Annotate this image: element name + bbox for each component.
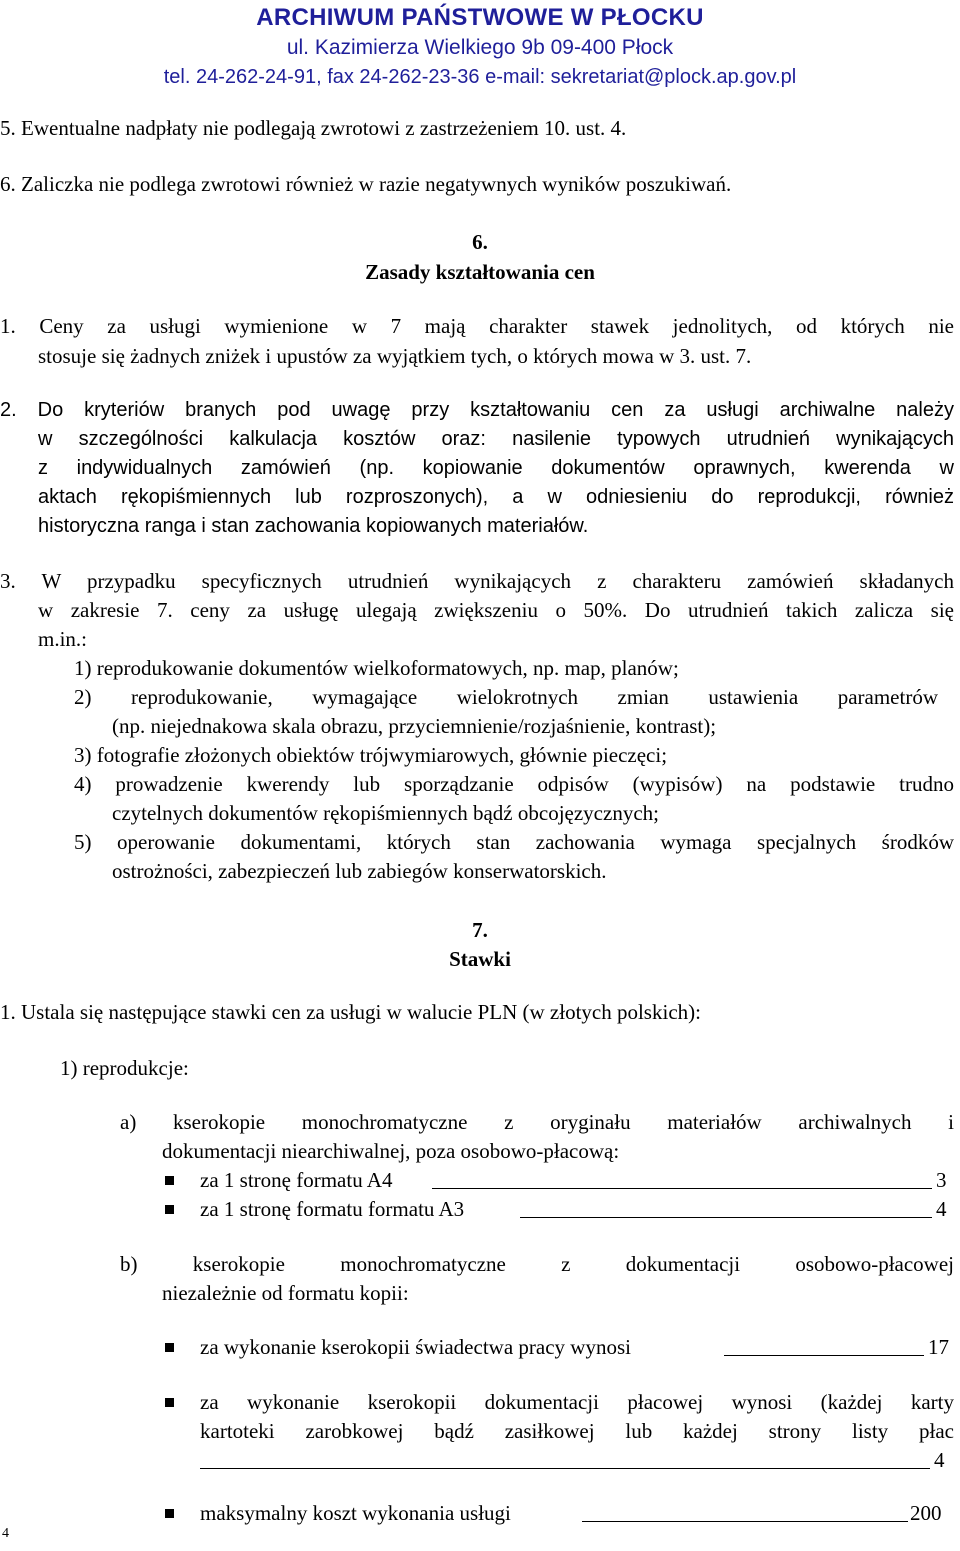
s7-b-bullet2-line1: za wykonanie kserokopii dokumentacji płacowej wynosi (każdej karty [200,1390,954,1414]
s6-item3-line3: m.in.: [38,627,88,651]
s6-item3-sub4-line2: czytelnych dokumentów rękopiśmiennych bądź obcojęzycznych; [112,801,659,825]
paragraph-6: 6. Zaliczka nie podlega zwrotowi również w razie negatywnych wyników poszukiwań. [0,172,732,196]
s7-b-bullet1-label: za wykonanie kserokopii świadectwa pracy wynosi [200,1335,631,1359]
s7-sub1-reprodukcje: 1) reprodukcje: [60,1056,189,1080]
s6-item3-sub1: 1) reprodukowanie dokumentów wielkoformatowych, np. map, planów; [74,656,679,680]
square-bullet-icon [165,1398,174,1407]
fill-line [200,1448,930,1469]
square-bullet-icon [165,1509,174,1518]
s7-b-bullet3-value: 200 [910,1501,942,1525]
section-7-title: Stawki [449,947,511,971]
s7-a-bullet2-value: 4 [936,1197,947,1221]
s7-b-line2: niezależnie od formatu kopii: [162,1281,409,1305]
institution-address: ul. Kazimierza Wielkiego 9b 09-400 Płock [286,36,674,59]
s7-a-bullet1-label: za 1 stronę formatu A4 [200,1168,393,1192]
s7-a-line1: a) kserokopie monochromatyczne z oryginału materiałów archiwalnych i [120,1110,954,1134]
paragraph-5: 5. Ewentualne nadpłaty nie podlegają zwrotowi z zastrzeżeniem 10. ust. 4. [0,116,627,140]
institution-contact: tel. 24-262-24-91, fax 24-262-23-36 e-mail: sekretariat@plock.ap.gov.pl [163,66,797,88]
square-bullet-icon [165,1176,174,1185]
fill-line [520,1197,932,1218]
section-6-number: 6. [472,230,488,254]
section-6-title: Zasady kształtowania cen [365,260,595,284]
s7-item1: 1. Ustala się następujące stawki cen za usługi w walucie PLN (w złotych polskich): [0,1000,701,1024]
s6-item2-line3: z indywidualnych zamówień (np. kopiowanie dokumentów oprawnych, kwerenda w [38,457,954,479]
s7-b-bullet3-label: maksymalny koszt wykonania usługi [200,1501,511,1525]
s6-item2-line5: historyczna ranga i stan zachowania kopiowanych materiałów. [38,515,589,537]
s6-item2-line1: 2. Do kryteriów branych pod uwagę przy kształtowaniu cen za usługi archiwalne należy [0,399,954,421]
s6-item1-line1: 1. Ceny za usługi wymienione w 7 mają charakter stawek jednolitych, od których nie [0,314,954,338]
fill-line [582,1501,908,1522]
s6-item1-line2: stosuje się żadnych zniżek i upustów za wyjątkiem tych, o których mowa w 3. ust. 7. [38,344,752,368]
section-7-number: 7. [472,918,488,942]
fill-line [724,1335,924,1356]
s7-b-bullet1-value: 17 [928,1335,949,1359]
s6-item3-sub2-line1: 2) reprodukowanie, wymagające wielokrotnych zmian ustawienia parametrów [74,685,938,709]
s7-b-bullet2-value: 4 [934,1448,945,1472]
s6-item3-sub5-line1: 5) operowanie dokumentami, których stan zachowania wymaga specjalnych środków [74,830,954,854]
page-number: 4 [2,1526,9,1541]
square-bullet-icon [165,1205,174,1214]
s6-item3-sub4-line1: 4) prowadzenie kwerendy lub sporządzanie odpisów (wypisów) na podstawie trudno [74,772,954,796]
s7-a-bullet1-value: 3 [936,1168,947,1192]
s6-item2-line4: aktach rękopiśmiennych lub rozproszonych), a w odniesieniu do reprodukcji, również [38,486,954,508]
institution-name: ARCHIWUM PAŃSTWOWE W PŁOCKU [256,4,704,31]
s7-b-line1: b) kserokopie monochromatyczne z dokumentacji osobowo-płacowej [120,1252,954,1276]
s7-a-bullet2-label: za 1 stronę formatu formatu A3 [200,1197,465,1221]
s6-item3-line2: w zakresie 7. ceny za usługę ulegają zwiększeniu o 50%. Do utrudnień takich zalicza się [38,598,954,622]
s6-item3-sub5-line2: ostrożności, zabezpieczeń lub zabiegów konserwatorskich. [112,859,607,883]
s7-b-bullet2-line2: kartoteki zarobkowej bądź zasiłkowej lub każdej strony listy płac [200,1419,954,1443]
s6-item3-sub3: 3) fotografie złożonych obiektów trójwymiarowych, głównie pieczęci; [74,743,668,767]
s6-item2-line2: w szczególności kalkulacja kosztów oraz: nasilenie typowych utrudnień wynikających [38,428,954,450]
square-bullet-icon [165,1343,174,1352]
fill-line [432,1168,932,1189]
s7-a-line2: dokumentacji niearchiwalnej, poza osobowo-płacową: [162,1139,620,1163]
s6-item3-sub2-line2: (np. niejednakowa skala obrazu, przyciemnienie/rozjaśnienie, kontrast); [112,714,717,738]
s6-item3-line1: 3. W przypadku specyficznych utrudnień wynikających z charakteru zamówień składanych [0,569,954,593]
